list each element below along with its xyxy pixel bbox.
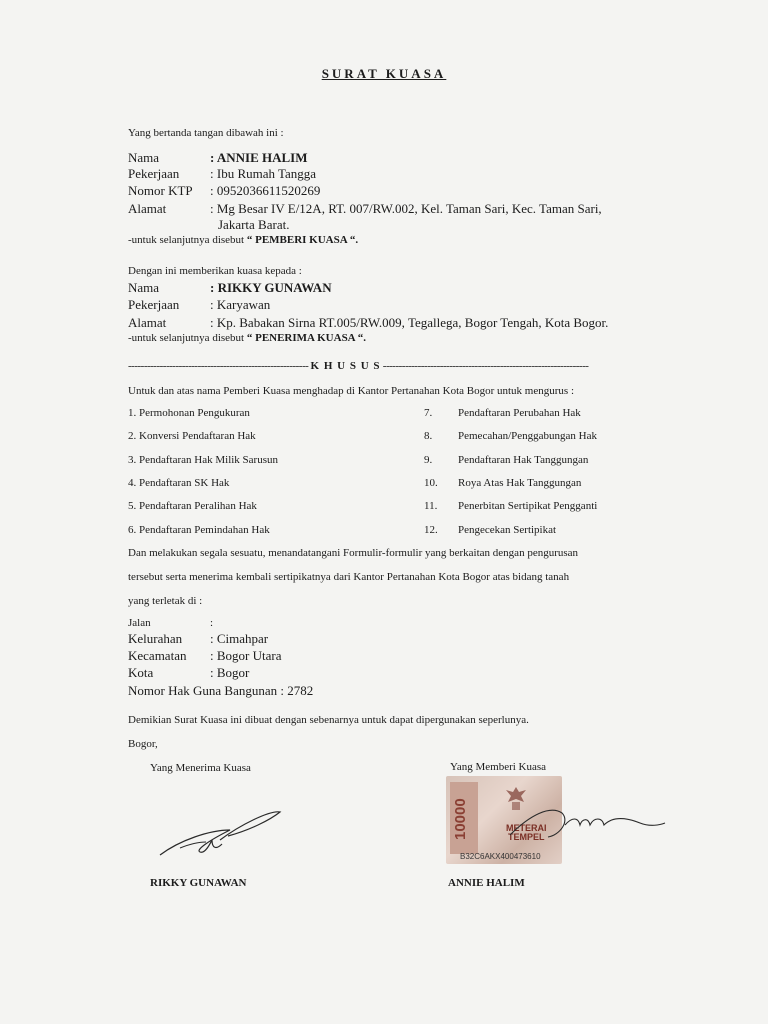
stamp-value: 10000 [452, 798, 469, 840]
kota-value: : Bogor [210, 665, 250, 680]
penerima-intro: Dengan ini memberikan kuasa kepada : [128, 265, 302, 277]
list-item: Pendaftaran Hak Tanggungan [458, 454, 589, 466]
pemberi-nama-label: Nama [128, 150, 160, 165]
list-item: 4. Pendaftaran SK Hak [128, 477, 230, 489]
penerima-alamat-label: Alamat [128, 315, 167, 330]
list-item: Pengecekan Sertipikat [458, 524, 557, 536]
penerima-nama-signature: RIKKY GUNAWAN [150, 877, 247, 889]
paragraph-line: tersebut serta menerima kembali sertipikatnya dari Kantor Pertanahan Kota Bogor atas bidang tanah [128, 571, 570, 583]
penerima-signature [150, 800, 290, 870]
list-item: 3. Pendaftaran Hak Milik Sarusun [128, 454, 278, 466]
list-item-number: 7. [424, 407, 433, 419]
kecamatan-value: : Bogor Utara [210, 648, 282, 663]
pemberi-nama-value: : ANNIE HALIM [210, 150, 308, 165]
penerima-disebut [128, 332, 366, 344]
list-item-number: 8. [424, 430, 433, 442]
list-item: 1. Permohonan Pengukuran [128, 407, 250, 419]
penerima-pekerjaan-label: Pekerjaan [128, 297, 180, 312]
penerima-nama-label: Nama [128, 280, 160, 295]
khusus-heading: K H U S U S [310, 360, 381, 372]
pemberi-ktp-label: Nomor KTP [128, 183, 193, 198]
document-title: SURAT KUASA [321, 66, 447, 81]
nomor-hak: Nomor Hak Guna Bangunan : 2782 [128, 683, 314, 698]
list-item: Roya Atas Hak Tanggungan [458, 477, 582, 489]
pemberi-kuasa-label: Yang Memberi Kuasa [450, 761, 547, 773]
pemberi-ktp-value: : 0952036611520269 [210, 183, 321, 198]
kecamatan-label: Kecamatan [128, 648, 187, 663]
paragraph-line: Dan melakukan segala sesuatu, menandatangani Formulir-formulir yang berkaitan dengan pengurusan [128, 547, 579, 559]
pemberi-pekerjaan-label: Pekerjaan [128, 166, 180, 181]
list-item-number: 12. [424, 524, 438, 536]
list-item: Pendaftaran Perubahan Hak [458, 407, 581, 419]
pemberi-signature [490, 795, 670, 855]
list-item: 6. Pendaftaran Pemindahan Hak [128, 524, 270, 536]
pemberi-alamat-label: Alamat [128, 201, 167, 216]
pemberi-alamat-value-2: Jakarta Barat. [218, 217, 290, 232]
jalan-value: : [210, 617, 214, 629]
mengurus-text: Untuk dan atas nama Pemberi Kuasa menghadap di Kantor Pertanahan Kota Bogor untuk mengurus : [128, 385, 574, 397]
jalan-label: Jalan [128, 617, 151, 629]
stamp-code: B32C6AKX400473610 [460, 852, 541, 861]
divider-left: --------------------------------------------------------- [128, 360, 309, 372]
disebut-prefix: -untuk selanjutnya disebut [128, 332, 245, 344]
list-item-number: 9. [424, 454, 433, 466]
penerima-alamat-value: : Kp. Babakan Sirna RT.005/RW.009, Tegallega, Bogor Tengah, Kota Bogor. [210, 315, 609, 330]
pemberi-disebut [128, 234, 358, 246]
paragraph-line: yang terletak di : [128, 595, 203, 607]
list-item: 2. Konversi Pendaftaran Hak [128, 430, 256, 442]
list-item-number: 11. [424, 500, 438, 512]
pemberi-nama-signature: ANNIE HALIM [448, 877, 525, 889]
penerima-kuasa-label: Yang Menerima Kuasa [150, 762, 251, 774]
pemberi-pekerjaan-value: : Ibu Rumah Tangga [210, 166, 317, 181]
list-item: 5. Pendaftaran Peralihan Hak [128, 500, 257, 512]
disebut-penerima-kuasa: “ PENERIMA KUASA “. [246, 332, 367, 344]
disebut-prefix: -untuk selanjutnya disebut [128, 234, 245, 246]
pemberi-alamat-value: : Mg Besar IV E/12A, RT. 007/RW.002, Kel. Taman Sari, Kec. Taman Sari, [210, 201, 602, 216]
list-item: Penerbitan Sertipikat Pengganti [458, 500, 598, 512]
khusus-divider [128, 360, 588, 372]
kelurahan-label: Kelurahan [128, 631, 183, 646]
penerima-nama-value: : RIKKY GUNAWAN [210, 280, 332, 295]
disebut-pemberi-kuasa: “ PEMBERI KUASA “. [246, 234, 359, 246]
kelurahan-value: : Cimahpar [210, 631, 269, 646]
tempat-tanggal: Bogor, [128, 738, 158, 750]
intro-text: Yang bertanda tangan dibawah ini : [128, 127, 284, 139]
list-item-number: 10. [424, 477, 438, 489]
stamp-label-line2: TEMPEL [507, 832, 545, 842]
divider-right: ----------------------------------------------------------------- [382, 360, 589, 372]
kota-label: Kota [128, 665, 154, 680]
stamp-label-line1: METERAI [506, 823, 547, 833]
list-item: Pemecahan/Penggabungan Hak [458, 430, 597, 442]
penerima-pekerjaan-value: : Karyawan [210, 297, 271, 312]
penutup-text: Demikian Surat Kuasa ini dibuat dengan sebenarnya untuk dapat dipergunakan seperlunya. [128, 714, 529, 726]
